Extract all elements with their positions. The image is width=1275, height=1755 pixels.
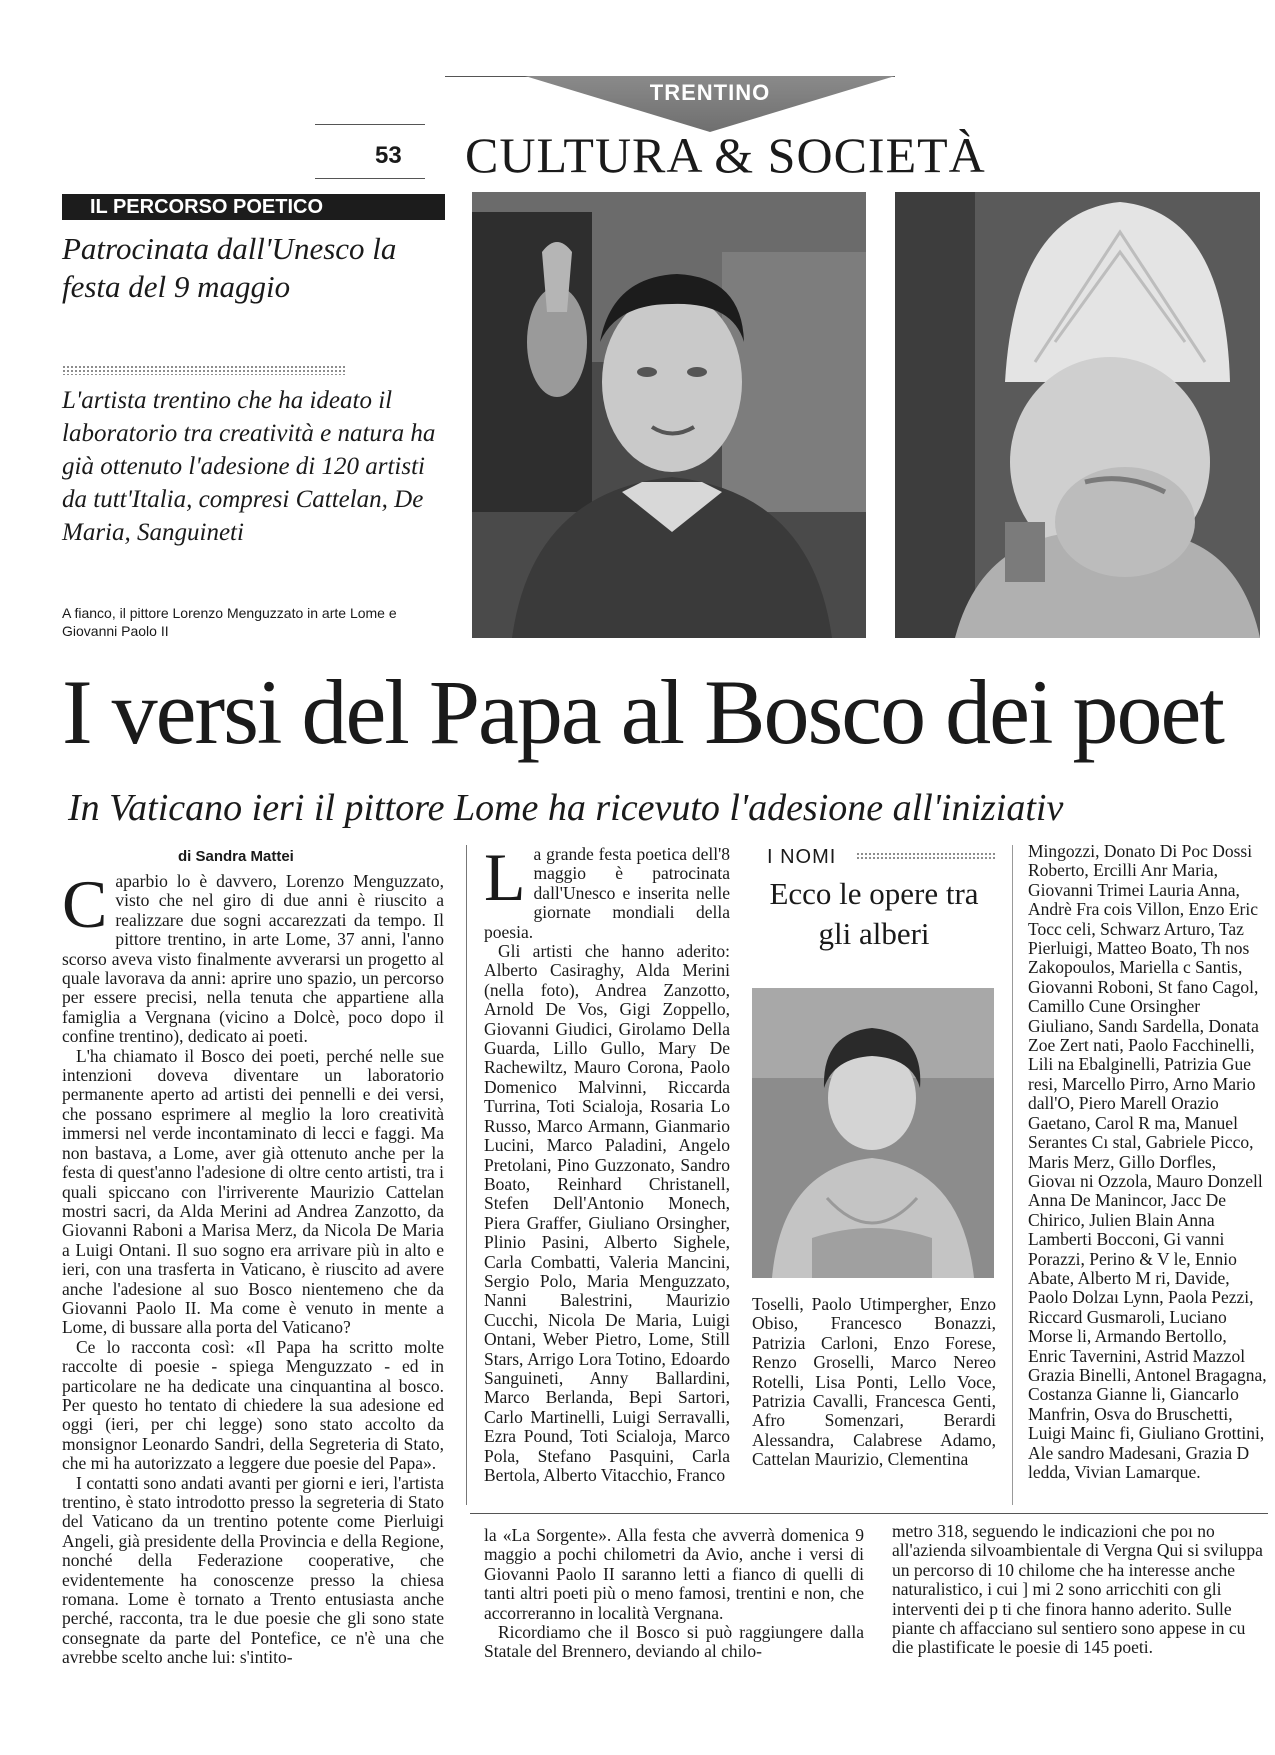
names-divider bbox=[856, 852, 996, 860]
article-bottom-column-b: metro 318, seguendo le indicazioni che poı no all'azienda silvoambientale di Vergna Qui si sviluppa un percorso di 10 chilome che ha interesse anche naturalistico, i cui ] mi 2 sono arricchiti con gli interventi dei p ti che finora hanno aderito. Sulle piante ch affacciano sul sentiero sono appese in cu die plastificate le poesie di 145 poeti. bbox=[892, 1521, 1263, 1658]
kicker-title: Patrocinata dall'Unesco la festa del 9 maggio bbox=[62, 231, 397, 304]
names-title: Ecco le opere tra gli alberi bbox=[769, 876, 979, 951]
column-divider bbox=[466, 845, 467, 1505]
dropcap: C bbox=[62, 866, 108, 942]
paragraph: I contatti sono andati avanti per giorni e ieri, l'artista trentino, è stato introdotto presso la segreteria di Stato del Vaticano da un trentino potente come Pierluigi Angeli, già presidente della Provincia e della Regione, nonché della Federazione cooperative, che evidentemente ha conoscenze presso la chiesa romana. Lome è tornato a Trento entusiasta anche perché, racconta, tra le due poesie che gli sono state consegnate da parte del Pontefice, ce n'è una che avrebbe scelto anche lui: s'intito- bbox=[62, 1472, 444, 1668]
paragraph: la «La Sorgente». Alla festa che avverrà domenica 9 maggio a pochi chilometri da Avio, anche i versi di Giovanni Paolo II saranno letti a fianco di quelli di tanti altri poeti più o meno famosi, trentini e non, che accorreranno in località Vergnana. bbox=[484, 1525, 864, 1623]
subheadline: In Vaticano ieri il pittore Lome ha ricevuto l'adesione all'iniziativ bbox=[68, 787, 1064, 829]
names-label: I NOMI bbox=[767, 846, 837, 868]
box-bottom-rule bbox=[470, 1513, 1268, 1514]
page-number-rule-bottom bbox=[315, 178, 425, 179]
paragraph: aparbio lo è davvero, Lorenzo Menguzzato, visto che nel giro di due anni è riuscito a realizzare due sogni accarezzati da tempo. Il pittore trentino, in arte Lome, 37 anni, l'anno scorso aveva visto finalmente avverarsi un progetto al quale lavorava da anni: aprire uno spazio, un percorso per essere precisi, nella tenuta che appartiene alla famiglia a Vergnana (vicino a Dolcè, poco dopo il confine trentino), dedicato ai poeti. bbox=[62, 871, 444, 1047]
paragraph: Ce lo racconta così: «Il Papa ha scritto molte raccolte di poesie - spiega Menguzzato - ed in particolare ne ha dedicate una cinquantina al bosco. Per questo ho tentato di chiedere la sua adesione ed oggi (ieri, per chi legge) sono stato accolto da monsignor Leonardo Sandri, della Segreteria di Stato, che mi ha autorizzato a leggere due poesie del Papa». bbox=[62, 1336, 444, 1474]
kicker-label: IL PERCORSO POETICO bbox=[62, 194, 445, 220]
paragraph: Ricordiamo che il Bosco si può raggiungere dalla Statale del Brennero, deviando al chilo- bbox=[484, 1622, 864, 1662]
photo-lome bbox=[472, 192, 866, 638]
section-tab-label: TRENTINO bbox=[649, 80, 771, 105]
headline: I versi del Papa al Bosco dei poet bbox=[62, 661, 1223, 763]
article-bottom-column-a bbox=[484, 1526, 864, 1662]
paragraph: L'ha chiamato il Bosco dei poeti, perché nelle sue intenzioni doveva diventare un laboratorio permanente aperto ad artisti dei pennelli e dei versi, che possano esprimere al meglio la loro creatività immersi nel verde incontaminato di lecci e faggi. Ma non bastava, a Lome, aver già ottenuto anche per la festa di quest'anno l'adesione di oltre cento artisti, tra i quali spiccano con l'irriverente Maurizio Cattelan mostri sacri, da Alda Merini ad Andrea Zanzotto, da Giovanni Raboni a Marisa Merz, da Nicola De Maria a Luigi Ontani. Il suo sogno era arrivare più in alto e ieri, con una trasferta in Vaticano, è riuscito ad avere anche l'adesione al suo Bosco nientemeno che da Giovanni Paolo II. Ma come è venuto in mente a Lome, di bussare alla porta del Vaticano? bbox=[62, 1045, 444, 1338]
article-column-1 bbox=[62, 866, 444, 1668]
byline: di Sandra Mattei bbox=[178, 848, 294, 865]
photo-pope bbox=[895, 192, 1260, 638]
paragraph: Gli artisti che hanno aderito: Alberto Casiraghy, Alda Merini (nella foto), Andrea Zanzotto, Arnold De Vos, Gigi Zoppello, Giovanni Giudici, Girolamo Della Guarda, Lillo Gullo, Mary De Rachewiltz, Mauro Corona, Paolo Domenico Malvinni, Riccarda Turrina, Toti Scialoja, Rosaria Lo Russo, Marco Armann, Gianmario Lucini, Marco Paladini, Angelo Pretolani, Pino Guzzonato, Sandro Boato, Reinhard Christanell, Stefen Dell'Antonio Monech, Piera Graffer, Giuliano Orsingher, Plinio Pasini, Alberto Sighele, Carla Combatti, Valeria Mancini, Sergio Polo, Maria Menguzzato, Nanni Balestrini, Maurizio Cucchi, Nicola De Maria, Luigi Ontani, Weber Pietro, Lome, Still Stars, Arrigo Lora Totino, Edoardo Sanguineti, Anny Ballardini, Marco Berlanda, Bepi Sartori, Carlo Martinelli, Luigi Serravalli, Ezra Pound, Toti Scialoja, Marco Pola, Stefano Pasquini, Carla Bertola, Alberto Vitacchio, Franco bbox=[484, 941, 730, 1485]
photo-caption: A fianco, il pittore Lorenzo Menguzzato in arte Lome e Giovanni Paolo II bbox=[62, 605, 397, 639]
page-number-rule-top bbox=[315, 124, 425, 125]
names-list-column-3: Toselli, Paolo Utimpergher, Enzo Obiso, Francesco Bonazzi, Patrizia Carloni, Enzo Forese, Renzo Groselli, Marco Nereo Rotelli, Lisa Ponti, Lello Voce, Patrizia Cavalli, Francesca Genti, Afro Somenzari, Berardi Alessandra, Calabrese Adamo, Cattelan Maurizio, Clementina bbox=[752, 1294, 996, 1470]
column-divider bbox=[1012, 845, 1013, 1505]
paragraph: a grande festa poetica dell'8 maggio è patrocinata dall'Unesco e inserita nelle giornate mondiali della poesia. bbox=[484, 844, 730, 942]
photo-alda-merini bbox=[752, 988, 994, 1278]
page-number: 53 bbox=[375, 142, 402, 169]
names-list-column-4: Mingozzi, Donato Di Poc Dossi Roberto, Ercilli Anr Maria, Giovanni Trimei Lauria Anna, Andrè Fra cois Villon, Enzo Eric Tocc celi, Schwarz Arturo, Taz Pierluigi, Matteo Boato, Th nos Zakopoulos, Mariella c Santis, Giovanni Roboni, St fano Cagol, Camillo Cune Orsingher Giuliano, Sandı Sardella, Donata Zoe Zert nati, Paolo Facchinelli, Lili na Ebalginelli, Patrizia Gue resi, Marcello Pirro, Arno Mario dall'O, Piero Marell Orazio Gaetano, Carol R ma, Manuel Serantes Cı stal, Gabriele Picco, Maris Merz, Gillo Dorfles, Giovaı ni Ozzola, Mauro Donzell Anna De Manincor, Jacc De Chirico, Julien Blain Anna Lamberti Bocconi, Gi vanni Porazzi, Perino & V le, Ennio Abate, Alberto M ri, Davide, Paolo Dolzaı Lynn, Paola Pezzi, Riccard Gusmaroli, Luciano Morse li, Armando Bertollo, Enric Tavernini, Astrid Mazzol Grazia Binelli, Antonel Bragagna, Costanza Gianne li, Giancarlo Manfrin, Osva do Bruschetti, Luigi Mainc fi, Giuliano Grottini, Ale sandro Madesani, Grazia D ledda, Vivian Lamarque. bbox=[1028, 841, 1267, 1482]
article-column-2 bbox=[484, 839, 730, 1485]
section-title: CULTURA & SOCIETÀ bbox=[465, 127, 986, 183]
dropcap: L bbox=[484, 839, 526, 915]
deck-text: L'artista trentino che ha ideato il laboratorio tra creatività e natura ha già ottenuto l'adesione di 120 artisti da tutt'Italia, compresi Cattelan, De Maria, Sanguineti bbox=[62, 387, 436, 546]
deck-divider bbox=[62, 365, 347, 375]
